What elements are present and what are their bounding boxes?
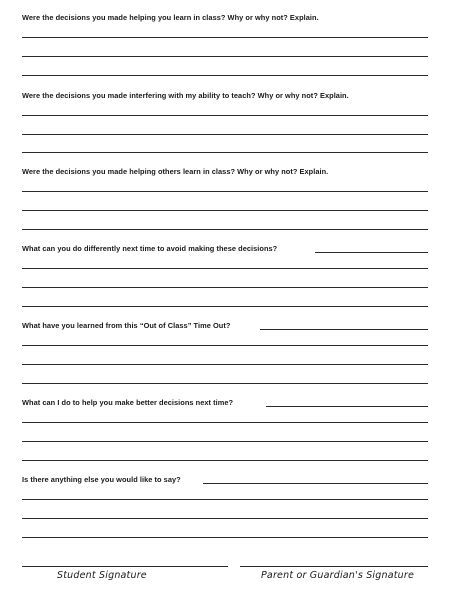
- answer-line[interactable]: [22, 37, 428, 38]
- parent-signature-label: Parent or Guardian's Signature: [261, 570, 415, 581]
- answer-line[interactable]: [22, 268, 428, 269]
- answer-line[interactable]: [22, 287, 428, 288]
- question-3: Were the decisions you made helping others learn in class? Why or why not? Explain.: [22, 167, 329, 176]
- parent-signature-line[interactable]: [240, 566, 428, 567]
- answer-line[interactable]: [22, 152, 428, 153]
- answer-line[interactable]: [22, 306, 428, 307]
- answer-line[interactable]: [22, 75, 428, 76]
- answer-line[interactable]: [22, 115, 428, 116]
- inline-answer-line[interactable]: [315, 252, 428, 253]
- answer-line[interactable]: [22, 210, 428, 211]
- answer-line[interactable]: [22, 191, 428, 192]
- question-5: What have you learned from this “Out of Class” Time Out?: [22, 321, 231, 330]
- answer-line[interactable]: [22, 537, 428, 538]
- question-4: What can you do differently next time to avoid making these decisions?: [22, 244, 278, 253]
- answer-line[interactable]: [22, 441, 428, 442]
- question-2: Were the decisions you made interfering with my ability to teach? Why or why not? Explain.: [22, 91, 349, 100]
- answer-line[interactable]: [22, 345, 428, 346]
- question-7: Is there anything else you would like to say?: [22, 475, 181, 484]
- student-signature-label: Student Signature: [57, 570, 147, 581]
- answer-line[interactable]: [22, 422, 428, 423]
- answer-line[interactable]: [22, 229, 428, 230]
- inline-answer-line[interactable]: [266, 406, 428, 407]
- question-6: What can I do to help you make better decisions next time?: [22, 398, 234, 407]
- answer-line[interactable]: [22, 383, 428, 384]
- answer-line[interactable]: [22, 364, 428, 365]
- answer-line[interactable]: [22, 460, 428, 461]
- student-signature-line[interactable]: [22, 566, 228, 567]
- question-1: Were the decisions you made helping you learn in class? Why or why not? Explain.: [22, 13, 319, 22]
- answer-line[interactable]: [22, 134, 428, 135]
- answer-line[interactable]: [22, 56, 428, 57]
- inline-answer-line[interactable]: [260, 329, 428, 330]
- answer-line[interactable]: [22, 499, 428, 500]
- inline-answer-line[interactable]: [203, 483, 428, 484]
- answer-line[interactable]: [22, 518, 428, 519]
